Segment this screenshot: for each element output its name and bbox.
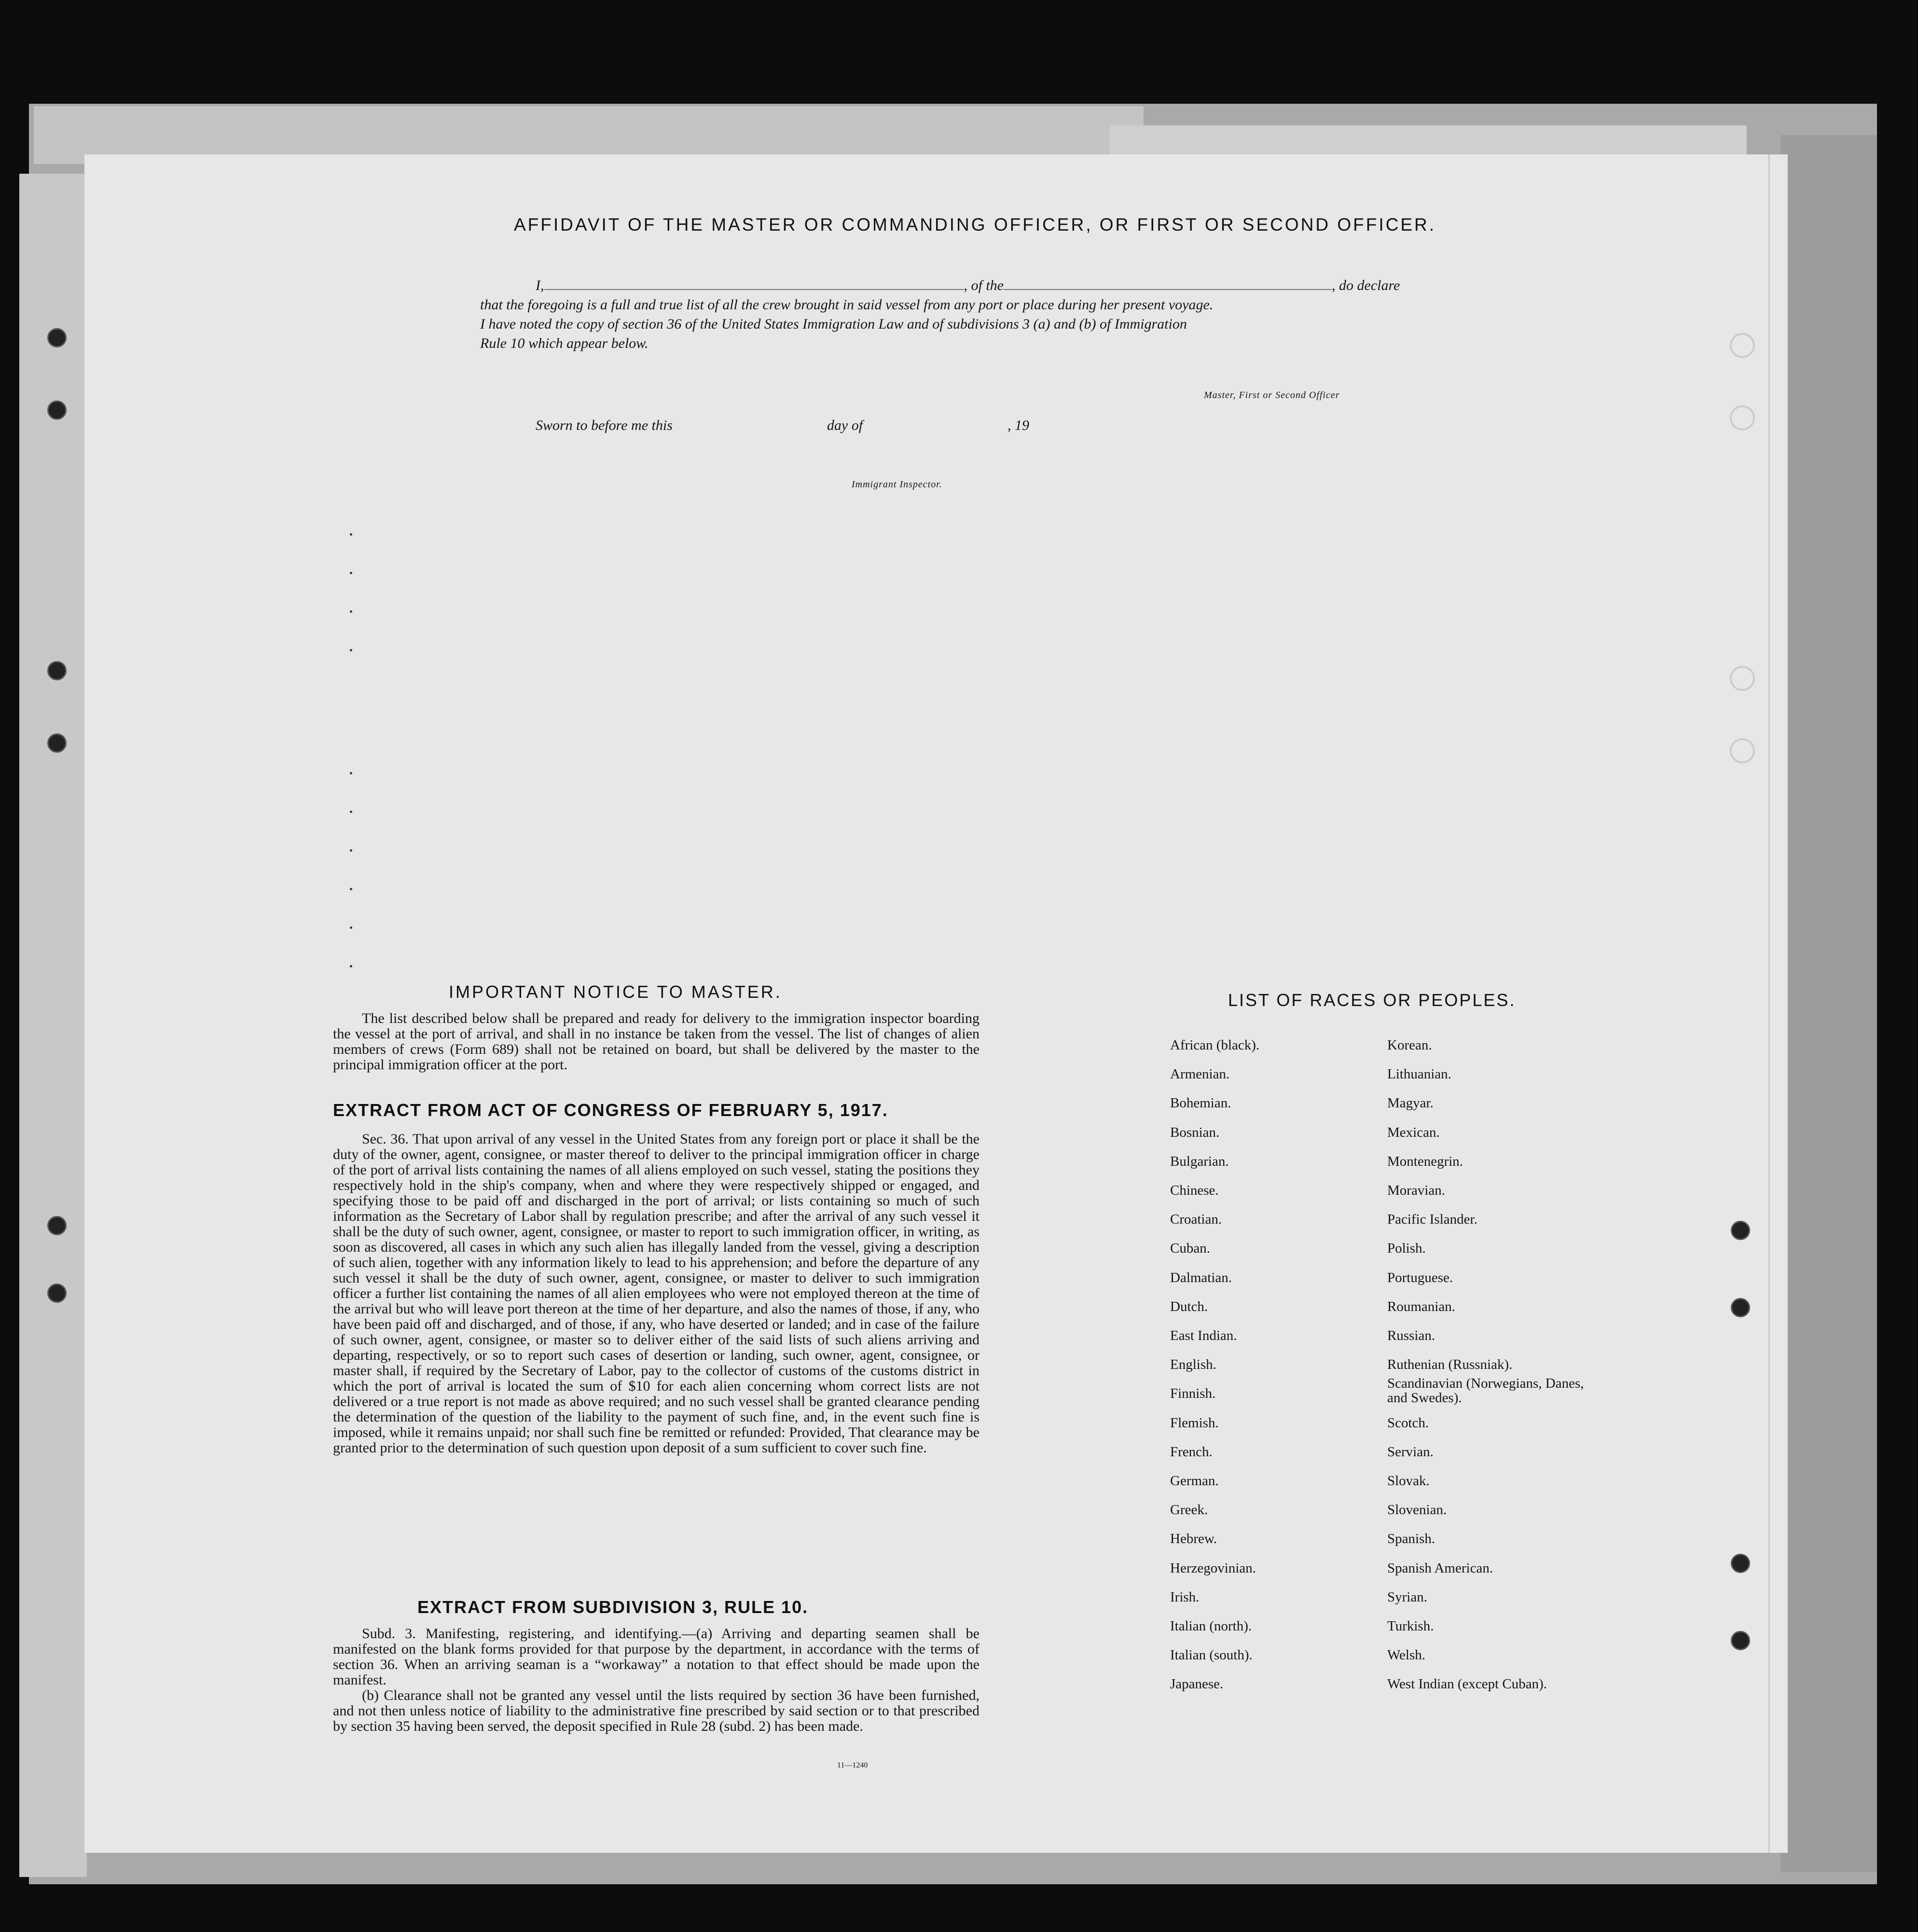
faint-mark	[350, 610, 352, 613]
binding-hole	[47, 400, 67, 420]
race-item: Roumanian.	[1387, 1299, 1455, 1314]
race-item: Pacific Islander.	[1387, 1212, 1477, 1227]
binding-hole	[47, 1216, 67, 1235]
race-item: Portuguese.	[1387, 1270, 1453, 1285]
race-item: Spanish.	[1387, 1531, 1435, 1546]
faint-mark	[350, 533, 352, 536]
race-item: Montenegrin.	[1387, 1154, 1463, 1169]
punch-hole	[1731, 1298, 1750, 1317]
binding-hole	[47, 328, 67, 347]
race-item: Hebrew.	[1170, 1531, 1217, 1546]
race-item: Magyar.	[1387, 1095, 1434, 1111]
rule-title: EXTRACT FROM SUBDIVISION 3, RULE 10.	[417, 1597, 809, 1617]
punch-hole	[1731, 1554, 1750, 1573]
faint-mark	[350, 772, 352, 774]
race-item: Slovenian.	[1387, 1502, 1447, 1518]
page-fold-line	[1768, 154, 1770, 1853]
affidavit-line-2: that the foregoing is a full and true list of all the crew brought in said vessel from any port or place during her present voyage.	[480, 297, 1214, 313]
race-item: Scotch.	[1387, 1415, 1429, 1431]
race-item: Welsh.	[1387, 1647, 1426, 1663]
day-of-text: day of	[827, 417, 863, 433]
punch-hole-ring	[1730, 666, 1755, 691]
binding-hole	[47, 1283, 67, 1303]
race-item: Italian (north).	[1170, 1618, 1252, 1634]
race-item: Croatian.	[1170, 1212, 1222, 1227]
faint-mark	[350, 926, 352, 929]
faint-mark	[350, 965, 352, 967]
notice-body	[333, 1011, 980, 1073]
race-item: Chinese.	[1170, 1183, 1219, 1198]
left-sheet-edge	[19, 174, 87, 1877]
punch-hole-ring	[1730, 333, 1755, 358]
race-item: Irish.	[1170, 1589, 1200, 1605]
race-item: Dalmatian.	[1170, 1270, 1232, 1285]
rule-paragraph-a: Subd. 3. Manifesting, registering, and identifying.—(a) Arriving and departing seamen shall be manifested on the blank forms provided for that purpose by the department, in accordance with the terms of section 36. When an arriving seaman is a “workaway” a notation to that effect should be made upon the manifest.	[333, 1626, 980, 1688]
race-item: Bulgarian.	[1170, 1154, 1229, 1169]
notice-paragraph: The list described below shall be prepared and ready for delivery to the immigration inspector boarding the vessel at the port of arrival, and shall in no instance be taken from the vessel. The list of changes of alien members of crews (Form 689) shall not be retained on board, but shall be delivered by the master to the principal immigration officer at the port.	[333, 1010, 980, 1073]
binding-hole	[47, 733, 67, 753]
form-number: 11—1240	[837, 1761, 868, 1769]
race-item: English.	[1170, 1357, 1216, 1372]
faint-mark	[350, 888, 352, 890]
race-item: West Indian (except Cuban).	[1387, 1676, 1547, 1692]
binding-hole	[47, 661, 67, 680]
race-item: Korean.	[1387, 1037, 1432, 1053]
act-paragraph: Sec. 36. That upon arrival of any vessel in the United States from any foreign port or place it shall be the duty of the owner, agent, consignee, or master thereof to deliver to the principal immigration officer in charge of the port of arrival lists containing the names of all aliens employed on such vessel, stating the positions they respectively hold in the ship's company, when and where they were respectively shipped or engaged, and specifying those to be paid off and discharged in the port of arrival; or lists containing so much of such information as the Secretary of Labor shall by regulation prescribe; and after the arrival of any such vessel it shall be the duty of such owner, agent, consignee, or master to report to such immigration officer, in writing, as soon as discovered, all cases in which any such alien has illegally landed from the vessel, giving a description of such alien, together with any information likely to lead to his apprehension; and before the departure of any such vessel it shall be the duty of such owner, agent, consignee, or master to deliver to such immigration officer a further list containing the names of all alien employees who were not employed thereon at the time of the arrival but who will leave port thereon at the time of her departure, and also the names of those, if any, who have been paid off and discharged, and of those, if any, who have deserted or landed; and in case of the failure of such owner, agent, consignee, or master so to deliver either of the said lists of such aliens arriving and departing, respectively, or so to report such cases of desertion or landing, such owner, agent, consignee, or master shall, if required by the Secretary of Labor, pay to the collector of customs of the customs district in which the port of arrival is located the sum of $10 for each alien concerning whom correct lists are not delivered or a true report is not made as above required; and no such vessel shall be granted clearance pending the determination of the question of the liability to the payment of such fine, and, in the event such fine is imposed, while it remains unpaid; nor shall such fine be remitted or refunded: Provided, That clearance may be granted prior to the determination of such question upon deposit of a sum sufficient to cover such fine.	[333, 1131, 980, 1456]
master-signature-label: Master, First or Second Officer	[1204, 390, 1340, 400]
act-title: EXTRACT FROM ACT OF CONGRESS OF FEBRUARY 5, 1917.	[333, 1100, 888, 1120]
race-item: Flemish.	[1170, 1415, 1219, 1431]
form-page	[84, 154, 1788, 1853]
races-title: LIST OF RACES OR PEOPLES.	[1228, 990, 1516, 1010]
race-item: Slovak.	[1387, 1473, 1430, 1489]
race-item: Mexican.	[1387, 1125, 1440, 1140]
right-sheet-edge	[1780, 135, 1877, 1872]
race-item: Syrian.	[1387, 1589, 1427, 1605]
year-text: , 19	[1007, 417, 1030, 433]
race-item: Turkish.	[1387, 1618, 1434, 1634]
affidavit-declare: , do declare	[1332, 277, 1400, 293]
affidavit-title: AFFIDAVIT OF THE MASTER OR COMMANDING OFFICER, OR FIRST OR SECOND OFFICER.	[514, 215, 1436, 235]
race-item: Lithuanian.	[1387, 1066, 1451, 1082]
race-item: Herzegovinian.	[1170, 1560, 1256, 1576]
race-item: Bosnian.	[1170, 1125, 1220, 1140]
sworn-text: Sworn to before me this	[536, 417, 673, 433]
race-item: Scandinavian (Norwegians, Danes, and Swedes).	[1387, 1376, 1584, 1406]
race-item: Armenian.	[1170, 1066, 1230, 1082]
inspector-label: Immigrant Inspector.	[852, 479, 942, 490]
race-item: French.	[1170, 1444, 1213, 1460]
race-item: African (black).	[1170, 1037, 1260, 1053]
race-item: Dutch.	[1170, 1299, 1208, 1314]
act-body	[333, 1132, 980, 1456]
race-item: Finnish.	[1170, 1386, 1216, 1401]
race-item: Moravian.	[1387, 1183, 1445, 1198]
race-item: Russian.	[1387, 1328, 1435, 1343]
race-item: East Indian.	[1170, 1328, 1237, 1343]
race-item: Polish.	[1387, 1241, 1426, 1256]
race-item: Bohemian.	[1170, 1095, 1231, 1111]
race-item: Cuban.	[1170, 1241, 1210, 1256]
race-item: Japanese.	[1170, 1676, 1224, 1692]
faint-mark	[350, 572, 352, 574]
race-item: Italian (south).	[1170, 1647, 1253, 1663]
notice-title: IMPORTANT NOTICE TO MASTER.	[449, 982, 782, 1002]
race-item: German.	[1170, 1473, 1219, 1489]
name-blank	[544, 289, 964, 290]
affidavit-line-1	[536, 277, 1400, 294]
rule-body	[333, 1626, 980, 1734]
affidavit-i: I,	[536, 277, 544, 293]
faint-mark	[350, 849, 352, 852]
vessel-blank	[1004, 289, 1332, 290]
race-item: Ruthenian (Russniak).	[1387, 1357, 1513, 1372]
punch-hole	[1731, 1221, 1750, 1240]
punch-hole-ring	[1730, 738, 1755, 763]
race-item: Servian.	[1387, 1444, 1434, 1460]
affidavit-line-4: Rule 10 which appear below.	[480, 335, 649, 351]
race-item: Greek.	[1170, 1502, 1208, 1518]
punch-hole	[1731, 1631, 1750, 1650]
sworn-line	[536, 417, 1029, 434]
punch-hole-ring	[1730, 405, 1755, 430]
affidavit-line-3: I have noted the copy of section 36 of the United States Immigration Law and of subdivisions 3 (a) and (b) of Immigration	[480, 316, 1187, 332]
affidavit-of-the: , of the	[964, 277, 1004, 293]
faint-mark	[350, 649, 352, 651]
faint-mark	[350, 811, 352, 813]
rule-paragraph-b: (b) Clearance shall not be granted any vessel until the lists required by section 36 have been furnished, and not then unless notice of liability to the administrative fine prescribed by said section or to that prescribed by section 35 having been served, the deposit specified in Rule 28 (subd. 2) has been made.	[333, 1687, 980, 1734]
race-item: Spanish American.	[1387, 1560, 1493, 1576]
